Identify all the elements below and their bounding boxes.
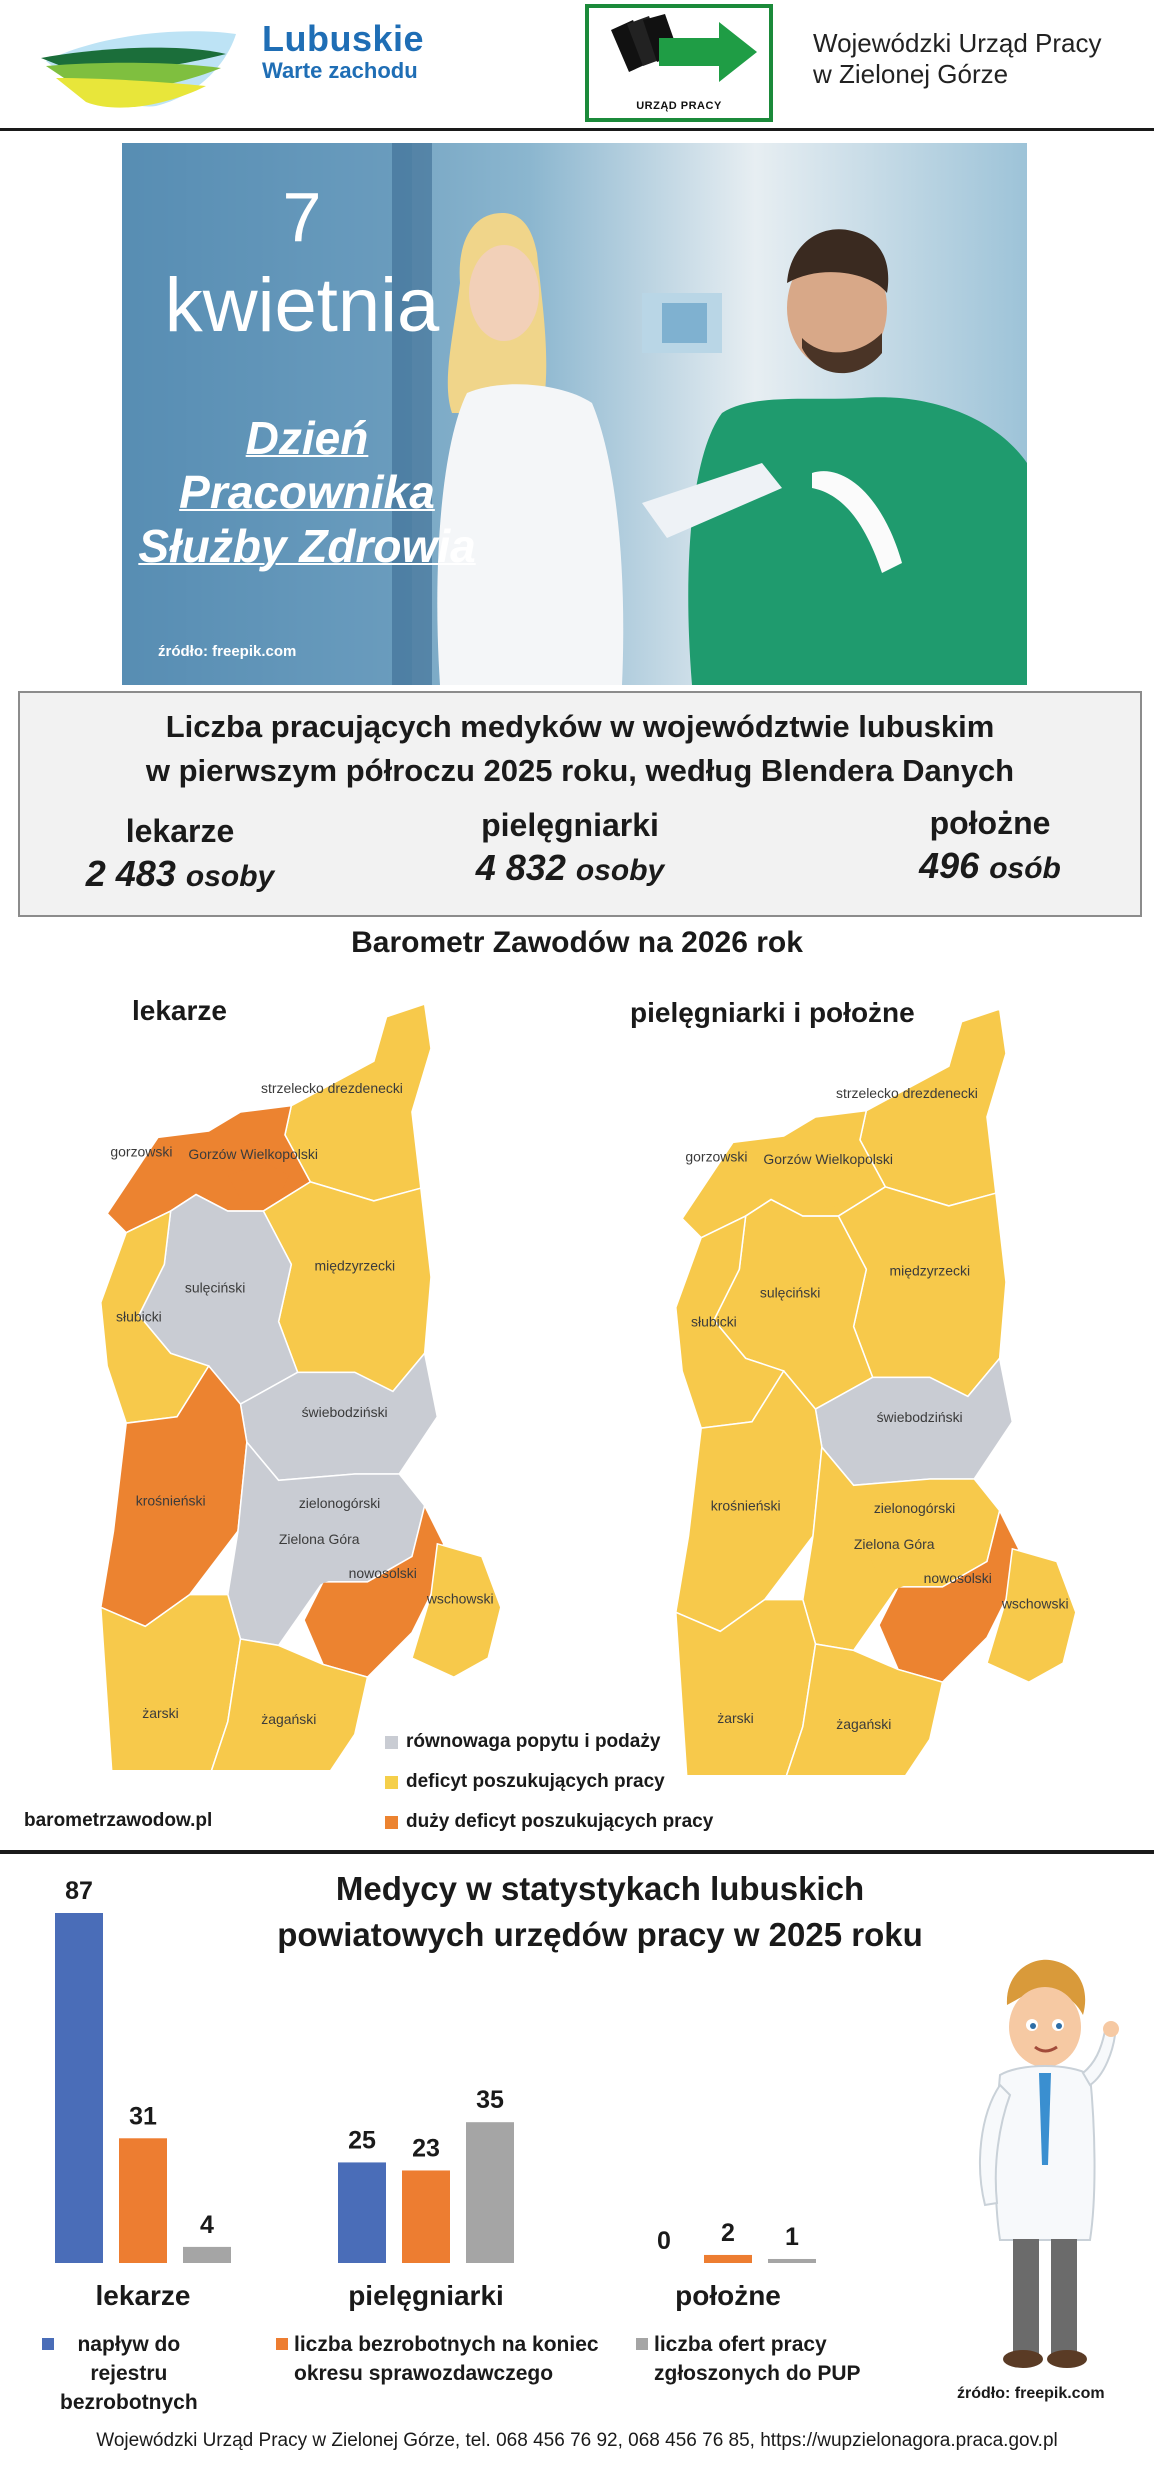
district-label-miedzyrzecki: międzyrzecki xyxy=(314,1257,396,1274)
district-label-zarski: żarski xyxy=(717,1709,754,1726)
medics-stats-box xyxy=(18,691,1142,917)
map-right-title: pielęgniarki i położne xyxy=(630,997,915,1028)
legend-series-2 xyxy=(294,2330,599,2388)
legend-swatch xyxy=(636,2338,648,2350)
legend-label: duży deficyt poszukujących pracy xyxy=(406,1811,714,1832)
bar-value-label: 35 xyxy=(476,2086,504,2115)
barometr-source: barometrzawodow.pl xyxy=(24,1810,213,1831)
district-label-nowosolski: nowosolski xyxy=(348,1565,417,1582)
district-label-zielonogorski: zielonogórski xyxy=(873,1500,956,1517)
stat-label: lekarze xyxy=(125,813,235,849)
district-label-slubicki: słubicki xyxy=(691,1313,737,1330)
stat-value xyxy=(30,851,330,900)
hero-date-month: kwietnia xyxy=(164,263,440,348)
stats-title xyxy=(20,705,1140,793)
district-label-sulecinski: sulęciński xyxy=(184,1279,246,1296)
legend-line: napływ do xyxy=(77,2333,181,2356)
legend-line: liczba ofert pracy xyxy=(654,2333,827,2356)
stat-value xyxy=(420,845,720,894)
wup-line-2: w Zielonej Górze xyxy=(813,59,1009,89)
bar-pielęgniarki-2 xyxy=(402,2170,450,2263)
legend-line: rejestru xyxy=(90,2362,168,2385)
legend-item-big-deficit xyxy=(385,1802,713,1842)
legend-series-3 xyxy=(654,2330,861,2388)
bar-lekarze-1 xyxy=(55,1913,103,2263)
district-label-gorzowski: gorzowski xyxy=(685,1148,748,1165)
map-lekarze xyxy=(50,985,570,1770)
legend-label: równowaga popytu i podaży xyxy=(406,1731,661,1752)
map-legend xyxy=(385,1722,713,1842)
district-label-swiebodzinski: świebodziński xyxy=(301,1403,388,1420)
district-zarski xyxy=(101,1595,241,1770)
stat-unit: osoby xyxy=(185,860,275,893)
district-strzelecko xyxy=(285,1004,431,1201)
district-label-swiebodzinski: świebodziński xyxy=(876,1408,963,1425)
hero-title-line-3: Służby Zdrowia xyxy=(138,520,476,572)
district-label-zielona_gora: Zielona Góra xyxy=(278,1530,360,1547)
legend-text xyxy=(654,2330,861,2388)
bar-value-label: 0 xyxy=(657,2227,671,2255)
district-label-gorzowski: gorzowski xyxy=(110,1143,173,1160)
bar-położne-3 xyxy=(768,2259,816,2263)
legend-line: liczba bezrobotnych na koniec xyxy=(294,2333,599,2356)
stats-title-line-2: w pierwszym półroczu 2025 roku, według Blendera Danych xyxy=(145,753,1015,788)
stat-pielegniarki xyxy=(420,805,720,894)
district-label-miedzyrzecki: międzyrzecki xyxy=(889,1262,971,1279)
stat-value xyxy=(840,843,1140,892)
category-label: lekarze xyxy=(95,2280,191,2311)
stat-number: 4 832 xyxy=(475,847,566,888)
header xyxy=(0,0,1154,132)
stat-lekarze xyxy=(30,811,330,900)
category-label: pielęgniarki xyxy=(348,2280,504,2311)
legend-item-deficit xyxy=(385,1762,713,1802)
bar-value-label: 25 xyxy=(348,2126,376,2155)
doctor-image-source: źródło: freepik.com xyxy=(957,2385,1105,2402)
legend-text xyxy=(294,2330,599,2388)
hero-date-number: 7 xyxy=(282,178,322,256)
stat-label: położne xyxy=(929,805,1051,841)
district-label-nowosolski: nowosolski xyxy=(923,1570,992,1587)
stats-title-line-1: Liczba pracujących medyków w województwie lubuskim xyxy=(165,709,995,744)
stat-number: 2 483 xyxy=(85,853,176,894)
bar-value-label: 4 xyxy=(200,2210,214,2239)
legend-item-balance xyxy=(385,1722,713,1762)
bar-value-label: 2 xyxy=(721,2218,735,2247)
legend-swatch xyxy=(42,2338,54,2350)
bar-value-label: 23 xyxy=(412,2134,440,2163)
legend-swatch xyxy=(385,1736,398,1749)
wup-name xyxy=(813,28,1102,90)
district-label-krosnienski: krośnieński xyxy=(135,1492,206,1509)
district-label-zaganski: żagański xyxy=(261,1711,317,1728)
map-pielegniarki-polozne xyxy=(625,990,1145,1775)
bar-value-label: 87 xyxy=(65,1877,93,1905)
hero-image xyxy=(122,143,1027,685)
district-label-krosnienski: krośnieński xyxy=(710,1497,781,1514)
stat-label: pielęgniarki xyxy=(481,807,659,843)
district-label-zielonogorski: zielonogórski xyxy=(298,1495,381,1512)
section-divider xyxy=(0,1850,1154,1854)
district-label-wschowski: wschowski xyxy=(426,1590,494,1607)
wup-line-1: Wojewódzki Urząd Pracy xyxy=(813,28,1102,58)
bar-lekarze-3 xyxy=(183,2247,231,2263)
header-divider xyxy=(0,128,1154,131)
district-label-wschowski: wschowski xyxy=(1001,1595,1069,1612)
district-label-gorzow_city: Gorzów Wielkopolski xyxy=(763,1150,893,1167)
legend-line: okresu sprawozdawczego xyxy=(294,2362,554,2385)
bar-pielęgniarki-3 xyxy=(466,2122,514,2263)
district-label-sulecinski: sulęciński xyxy=(759,1284,821,1301)
footer: Wojewódzki Urząd Pracy w Zielonej Górze, tel. 068 456 76 92, 068 456 76 85, https://wupzielonagora.praca.gov.pl xyxy=(96,2430,1058,2451)
legend-series-1 xyxy=(60,2330,198,2417)
urzad-caption: URZĄD PRACY xyxy=(636,100,722,112)
lubuskie-logo-text xyxy=(262,20,424,84)
bar-value-label: 1 xyxy=(785,2222,799,2251)
hero-title xyxy=(122,411,492,573)
stat-number: 496 xyxy=(919,845,980,886)
district-label-slubicki: słubicki xyxy=(116,1308,162,1325)
medics-bar-chart xyxy=(0,1855,940,2325)
legend-text xyxy=(60,2330,198,2417)
bar-lekarze-2 xyxy=(119,2138,167,2263)
district-label-strzelecko: strzelecko drezdenecki xyxy=(260,1079,403,1096)
bar-pielęgniarki-1 xyxy=(338,2162,386,2263)
hero-title-line-2: Pracownika xyxy=(179,466,435,518)
lubuskie-logo-icon xyxy=(36,6,246,116)
legend-label: deficyt poszukujących pracy xyxy=(406,1771,665,1792)
map-left-title: lekarze xyxy=(132,995,227,1026)
logo-line-2: Warte zachodu xyxy=(262,58,418,83)
legend-line: bezrobotnych xyxy=(60,2391,198,2414)
hero-title-line-1: Dzień xyxy=(245,412,369,464)
district-strzelecko xyxy=(860,1009,1006,1206)
logo-line-1: Lubuskie xyxy=(262,18,425,59)
district-label-zarski: żarski xyxy=(142,1704,179,1721)
legend-line: zgłoszonych do PUP xyxy=(654,2362,861,2385)
stat-unit: osób xyxy=(989,852,1061,885)
bar-położne-2 xyxy=(704,2255,752,2263)
urzad-pracy-icon xyxy=(589,8,769,96)
bar-value-label: 31 xyxy=(129,2102,157,2131)
doctor-cartoon-icon xyxy=(955,1955,1120,2375)
urzad-pracy-logo xyxy=(585,4,773,122)
legend-swatch xyxy=(385,1776,398,1789)
district-label-zaganski: żagański xyxy=(836,1716,892,1733)
stat-polozne xyxy=(840,803,1140,892)
district-label-zielona_gora: Zielona Góra xyxy=(853,1535,935,1552)
district-label-strzelecko: strzelecko drezdenecki xyxy=(835,1084,978,1101)
category-label: położne xyxy=(675,2280,781,2311)
chart-title-line-2: powiatowych urzędów pracy w 2025 roku xyxy=(277,1916,923,1953)
stat-unit: osoby xyxy=(575,854,665,887)
barometr-title: Barometr Zawodów na 2026 rok xyxy=(351,926,803,959)
chart-title-line-1: Medycy w statystykach lubuskich xyxy=(335,1870,865,1907)
legend-swatch xyxy=(385,1816,398,1829)
hero-source: źródło: freepik.com xyxy=(158,643,297,660)
legend-swatch xyxy=(276,2338,288,2350)
district-label-gorzow_city: Gorzów Wielkopolski xyxy=(188,1145,318,1162)
